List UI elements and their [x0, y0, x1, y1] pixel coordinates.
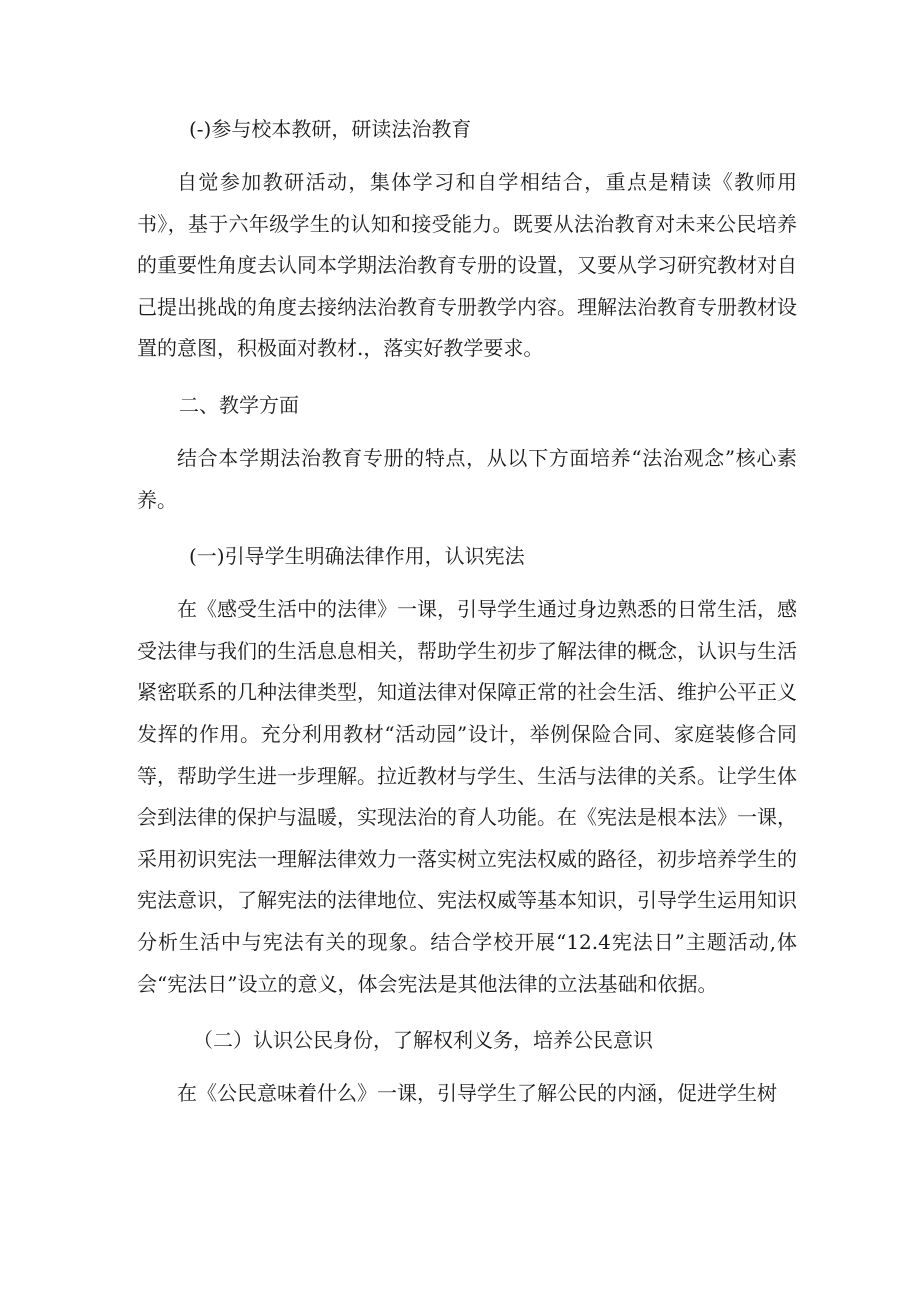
paragraph-citizen-meaning: 在《公民意味着什么》一课，引导学生了解公民的内涵，促进学生树: [177, 1081, 777, 1106]
section-heading-law-role: (一)引导学生明确法律作用，认识宪法: [189, 544, 525, 569]
paragraph-teaching-intro: 结合本学期法治教育专册的特点，从以下方面培养“法治观念”核心素养。: [137, 445, 797, 512]
document-body: [137, 108, 797, 1115]
section-heading-participate-research: (-)参与校本教研，研读法治教育: [189, 117, 472, 141]
paragraph-research-activities: 自觉参加教研活动，集体学习和自学相结合，重点是精读《教师用书》，基于六年级学生的认知和接受能力。既要从法治教育对未来公民培养的重要性角度去认同本学期法治教育专册的设置，又要从学习研究教材对自己提出挑战的角度去接纳法治教育专册教学内容。理解法治教育专册教材设置的意图，积极面对教材.，落实好教学要求。: [137, 170, 797, 361]
paragraph-law-in-life: 在《感受生活中的法律》一课，引导学生通过身边熟悉的日常生活，感受法律与我们的生活息息相关，帮助学生初步了解法律的概念，认识与生活紧密联系的几种法律类型，知道法律对保障正常的社会生活、维护公平正义发挥的作用。充分利用教材“活动园”设计，举例保险合同、家庭装修合同等，帮助学生进一步理解。拉近教材与学生、生活与法律的关系。让学生体会到法律的保护与温暖，实现法治的育人功能。在《宪法是根本法》一课，采用初识宪法一理解法律效力一落实树立宪法权威的路径，初步培养学生的宪法意识，了解宪法的法律地位、宪法权威等基本知识，引导学生运用知识分析生活中与宪法有关的现象。结合学校开展“12.4宪法日”主题活动,体会“宪法日”设立的意义，体会宪法是其他法律的立法基础和依据。: [137, 597, 797, 996]
section-heading-citizen-identity: （二）认识公民身份，了解权利义务，培养公民意识: [193, 1028, 653, 1053]
section-heading-teaching: 二、教学方面: [179, 392, 299, 417]
